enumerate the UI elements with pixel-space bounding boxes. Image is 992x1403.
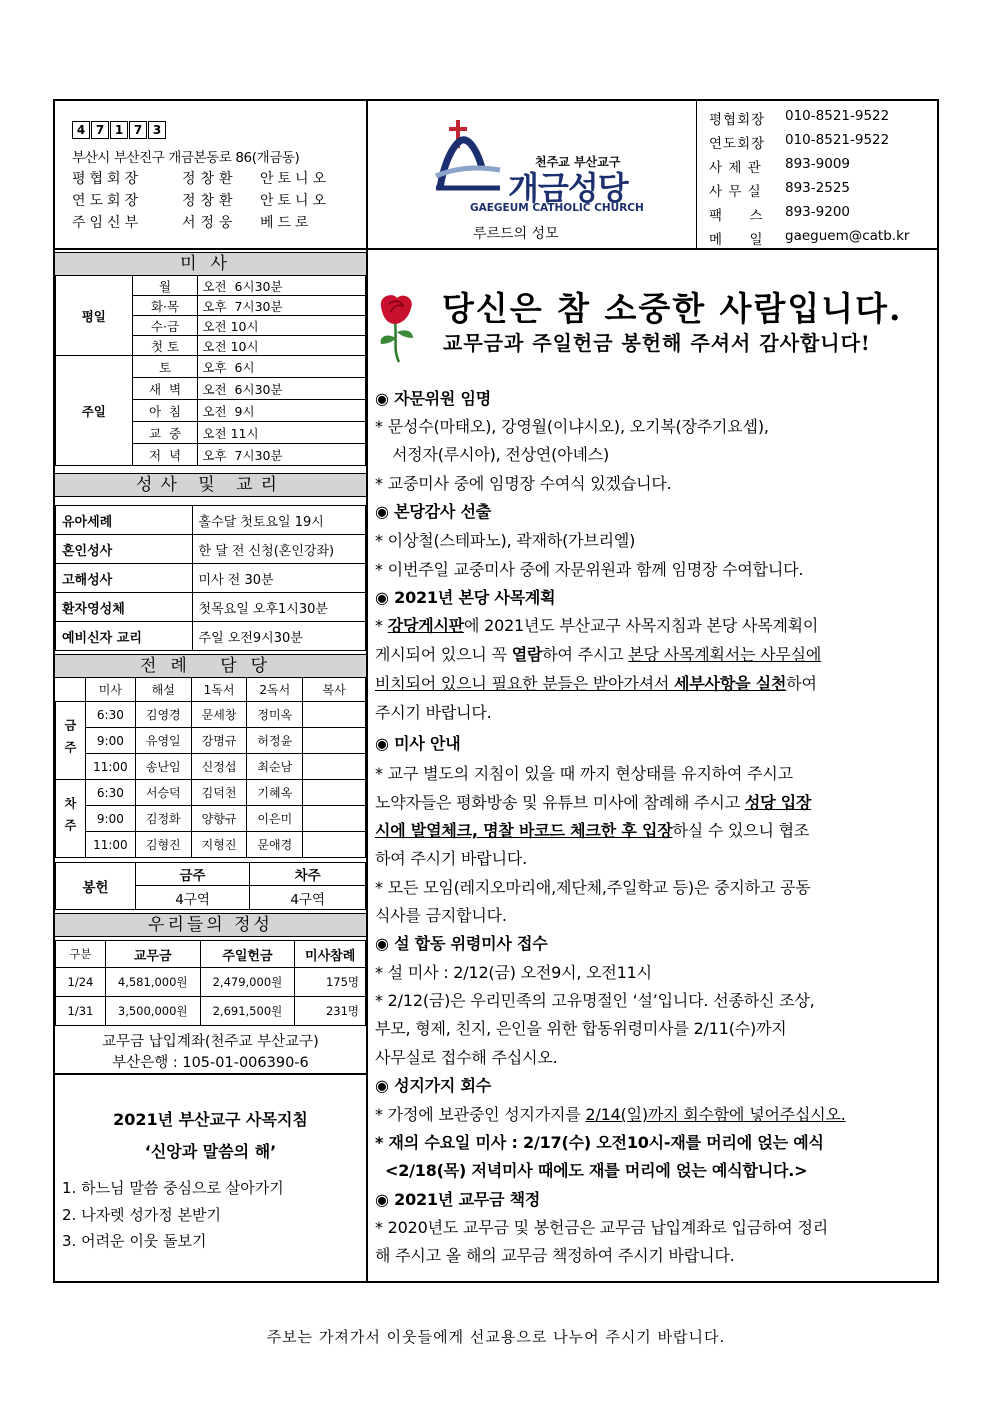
text-run-underline: 본당 사목계획서는 사무실에 xyxy=(628,645,822,664)
notice-heading: ◉ 본당감사 선출 xyxy=(375,502,492,521)
liturgy-server xyxy=(303,754,366,780)
mass-day: 수·금 xyxy=(132,316,198,336)
patron-saint: 루르드의 성모 xyxy=(473,226,559,242)
contact-divider xyxy=(696,99,697,249)
text-run-emphasis: 세부사항을 실천 xyxy=(674,674,787,693)
contact-label: 팩 스 xyxy=(709,208,764,224)
liturgy-reading1: 문세창 xyxy=(191,702,247,728)
liturgy-server xyxy=(303,806,366,832)
footer-note: 주보는 가져가서 이웃들에게 선교용으로 나누어 주시기 바랍니다. xyxy=(266,1328,726,1346)
contact-label: 메 일 xyxy=(709,232,764,248)
pastoral-title: 2021년 부산교구 사목지침 xyxy=(113,1110,308,1129)
liturgy-commentary: 김정화 xyxy=(135,806,191,832)
text-run-underline: 비치되어 있으니 필요한 분들은 받아가셔서 xyxy=(375,674,675,693)
liturgy-mass: 11:00 xyxy=(85,754,135,780)
mass-section-title: 미사 xyxy=(55,252,366,276)
zip-digit: 4 xyxy=(72,121,90,139)
liturgy-reading2: 문애경 xyxy=(247,832,303,858)
zip-digit: 7 xyxy=(129,121,147,139)
contact-value: gaeguem@catb.kr xyxy=(785,228,910,244)
contact-label: 사 제 관 xyxy=(709,160,762,176)
header-divider xyxy=(53,248,939,250)
offering-attendance: 175명 xyxy=(295,968,366,997)
bonghun-next-label: 차주 xyxy=(250,863,366,886)
notice-line: * 설 미사 : 2/12(금) 오전9시, 오전11시 xyxy=(375,963,652,982)
text-run-underline: 2/14(일)까지 회수함에 넣어주십시오. xyxy=(585,1105,846,1124)
offering-date: 1/24 xyxy=(56,968,106,997)
text-run: 하여 xyxy=(786,674,817,693)
liturgy-commentary: 유영일 xyxy=(135,728,191,754)
sacrament-name: 고해성사 xyxy=(56,564,193,593)
notice-heading: ◉ 미사 안내 xyxy=(375,734,461,753)
mass-time: 오후 6시 xyxy=(198,356,366,378)
contact-value: 893-2525 xyxy=(785,180,850,196)
mass-time: 오전 10시 xyxy=(198,316,366,336)
liturgy-reading2: 최순남 xyxy=(247,754,303,780)
liturgy-reading2: 이은미 xyxy=(247,806,303,832)
text-run: 게시되어 있으니 꼭 xyxy=(375,645,512,664)
liturgy-reading1: 신정섭 xyxy=(191,754,247,780)
mass-time: 오전 6시30분 xyxy=(198,276,366,296)
liturgy-server xyxy=(303,702,366,728)
offerings-header: 미사참례 xyxy=(295,941,366,968)
text-run-emphasis: 성당 입장 xyxy=(744,793,812,812)
notice-line: * 교구 별도의 지침이 있을 때 까지 현상태를 유지하여 주시고 xyxy=(375,764,793,783)
mass-time: 오후 7시30분 xyxy=(198,444,366,466)
text-run: 에 2021년도 부산교구 사목지침과 본당 사목계획이 xyxy=(463,616,819,635)
offering-sunday: 2,479,000원 xyxy=(200,968,295,997)
text-run: 노약자들은 평화방송 및 유튜브 미사에 참례해 주시고 xyxy=(375,793,745,812)
roster-row xyxy=(72,190,330,210)
text-run-emphasis: 시에 발열체크, 명찰 바코드 체크한 후 입장 xyxy=(375,821,673,840)
roster-saint: 베드로 xyxy=(260,215,313,231)
pastoral-item: 3. 어려운 이웃 돌보기 xyxy=(62,1232,207,1250)
notice-heading: ◉ 성지가지 회수 xyxy=(375,1076,492,1095)
pastoral-subtitle: ‘신앙과 말씀의 해’ xyxy=(144,1142,277,1161)
weekday-label: 평일 xyxy=(56,276,133,356)
roster-saint: 안토니오 xyxy=(260,193,331,209)
offering-duty-table xyxy=(55,862,366,910)
bonghun-label: 봉헌 xyxy=(56,863,136,910)
roster-name: 정창환 xyxy=(182,171,238,187)
zip-code xyxy=(72,121,166,139)
liturgy-header: 해설 xyxy=(135,678,191,702)
liturgy-mass: 9:00 xyxy=(85,806,135,832)
contact-row xyxy=(709,228,909,248)
account-title: 교무금 납입계좌(천주교 부산교구) xyxy=(102,1034,319,1050)
text-run: * xyxy=(375,616,388,635)
notice-line: * 2020년도 교무금 및 봉헌금은 교무금 납입계좌로 입금하여 정리 xyxy=(375,1218,828,1237)
mass-day: 토 xyxy=(132,356,198,378)
notice-line xyxy=(375,818,809,841)
liturgy-commentary: 송난임 xyxy=(135,754,191,780)
notice-heading: ◉ 설 합동 위령미사 접수 xyxy=(375,934,548,953)
notice-line: * 재의 수요일 미사 : 2/17(수) 오전10시-재를 머리에 얹는 예식 xyxy=(375,1133,824,1152)
next-week-label: 차주 xyxy=(56,780,86,858)
contact-value: 010-8521-9522 xyxy=(785,108,890,124)
roster-title: 연도회장 xyxy=(72,193,143,209)
zip-digit: 3 xyxy=(148,121,166,139)
notice-heading: ◉ 자문위원 임명 xyxy=(375,389,492,408)
contact-value: 893-9200 xyxy=(785,204,850,220)
church-logo-icon xyxy=(430,118,510,198)
offering-dues: 4,581,000원 xyxy=(105,968,200,997)
notice-line: <2/18(목) 저녁미사 때에도 재를 머리에 얹는 예식합니다.> xyxy=(385,1161,808,1180)
offering-attendance: 231명 xyxy=(295,997,366,1026)
roster-row xyxy=(72,212,313,232)
liturgy-server xyxy=(303,780,366,806)
roster-name: 서정웅 xyxy=(182,215,238,231)
contact-row xyxy=(709,132,889,152)
text-run: 하여 주시고 xyxy=(542,645,629,664)
mass-day: 월 xyxy=(132,276,198,296)
contact-row xyxy=(709,108,889,128)
sacrament-time: 홀수달 첫토요일 19시 xyxy=(192,506,365,535)
liturgy-server xyxy=(303,832,366,858)
bonghun-next: 4구역 xyxy=(250,886,366,910)
sacraments-section-title: 성사 및 교리 xyxy=(55,473,366,497)
bonghun-this-label: 금주 xyxy=(135,863,250,886)
roster-row xyxy=(72,168,330,188)
liturgy-reading2: 허정윤 xyxy=(247,728,303,754)
notice-line xyxy=(375,671,817,694)
text-run-emphasis: 열람 xyxy=(511,645,543,664)
zip-digit: 1 xyxy=(110,121,128,139)
sacrament-time: 미사 전 30분 xyxy=(192,564,365,593)
notice-line xyxy=(375,613,818,636)
offerings-table xyxy=(55,940,366,1026)
liturgy-reading1: 양향규 xyxy=(191,806,247,832)
logo-subtitle: 천주교 부산교구 xyxy=(535,155,621,169)
liturgy-header: 2독서 xyxy=(247,678,303,702)
mass-day: 저 녁 xyxy=(132,444,198,466)
offerings-header: 교무금 xyxy=(105,941,200,968)
notice-line: 하여 주시기 바랍니다. xyxy=(375,849,527,868)
liturgy-reading2: 정미옥 xyxy=(247,702,303,728)
notice-line xyxy=(375,642,821,665)
roster-name: 정창환 xyxy=(182,193,238,209)
notice-line xyxy=(375,1102,846,1125)
notice-line: 주시기 바랍니다. xyxy=(375,703,492,722)
liturgy-header: 1독서 xyxy=(191,678,247,702)
contact-value: 010-8521-9522 xyxy=(785,132,890,148)
liturgy-table xyxy=(55,677,366,858)
offerings-header: 구분 xyxy=(56,941,106,968)
contact-row xyxy=(709,204,850,224)
mass-day: 새 벽 xyxy=(132,378,198,400)
sacrament-time: 주일 오전9시30분 xyxy=(192,622,365,651)
liturgy-header: 미사 xyxy=(85,678,135,702)
liturgy-mass: 6:30 xyxy=(85,780,135,806)
mass-day: 교 중 xyxy=(132,422,198,444)
contact-label: 사 무 실 xyxy=(709,184,762,200)
text-run: 하실 수 있으니 협조 xyxy=(672,821,810,840)
sacrament-name: 혼인성사 xyxy=(56,535,193,564)
column-divider xyxy=(366,99,368,1283)
notice-heading: ◉ 2021년 교무금 책정 xyxy=(375,1190,541,1209)
logo-name: 개금성당 xyxy=(508,169,628,207)
notice-line: 식사를 금지합니다. xyxy=(375,906,507,925)
sacraments-table xyxy=(55,505,366,651)
notice-line: 해 주시고 올 해의 교무금 책정하여 주시기 바랍니다. xyxy=(375,1246,735,1265)
sacrament-name: 환자영성체 xyxy=(56,593,193,622)
text-run: * 가정에 보관중인 성지가지를 xyxy=(375,1105,586,1124)
contact-label: 평협회장 xyxy=(709,112,766,128)
notice-line: 사무실로 접수해 주십시오. xyxy=(375,1048,558,1067)
mass-day: 아 침 xyxy=(132,400,198,422)
contact-label: 연도회장 xyxy=(709,136,766,152)
liturgy-reading1: 김덕천 xyxy=(191,780,247,806)
offering-sunday: 2,691,500원 xyxy=(200,997,295,1026)
liturgy-reading2: 기혜옥 xyxy=(247,780,303,806)
liturgy-header: 복사 xyxy=(303,678,366,702)
notice-line: * 이상철(스테파노), 곽재하(가브리엘) xyxy=(375,531,636,550)
notice-line: * 모든 모임(레지오마리애,제단체,주일학교 등)은 중지하고 공동 xyxy=(375,878,811,897)
notice-line: * 교중미사 중에 임명장 수여식 있겠습니다. xyxy=(375,474,672,493)
text-run-emphasis: 강당게시판 xyxy=(387,616,464,635)
sacrament-name: 예비신자 교리 xyxy=(56,622,193,651)
account-number: 부산은행 : 105-01-006390-6 xyxy=(112,1055,309,1071)
subheadline: 교무금과 주일헌금 봉헌해 주셔서 감사합니다! xyxy=(443,331,871,355)
sacrament-time: 한 달 전 신청(혼인강좌) xyxy=(192,535,365,564)
mass-time: 오전 10시 xyxy=(198,336,366,356)
liturgy-mass: 11:00 xyxy=(85,832,135,858)
mass-schedule-table xyxy=(55,275,366,466)
pastoral-item: 2. 나자렛 성가정 본받기 xyxy=(62,1206,222,1224)
liturgy-reading1: 강명규 xyxy=(191,728,247,754)
headline: 당신은 참 소중한 사람입니다. xyxy=(442,289,903,328)
notice-line: * 이번주일 교중미사 중에 자문위원과 함께 임명장 수여합니다. xyxy=(375,560,804,579)
notice-heading: ◉ 2021년 본당 사목계획 xyxy=(375,588,556,607)
contact-value: 893-9009 xyxy=(785,156,850,172)
this-week-label: 금주 xyxy=(56,702,86,780)
liturgy-commentary: 김영경 xyxy=(135,702,191,728)
contact-row xyxy=(709,180,850,200)
notice-line: 서정자(루시아), 전상연(아녜스) xyxy=(392,445,610,464)
offering-dues: 3,500,000원 xyxy=(105,997,200,1026)
sacrament-name: 유아세례 xyxy=(56,506,193,535)
mass-time: 오전 11시 xyxy=(198,422,366,444)
notice-line: * 문성수(마태오), 강영월(이냐시오), 오기복(장주기요셉), xyxy=(375,417,769,436)
contact-row xyxy=(709,156,850,176)
notice-line: 부모, 형제, 친지, 은인을 위한 합동위령미사를 2/11(수)까지 xyxy=(375,1019,787,1038)
mass-day: 첫 토 xyxy=(132,336,198,356)
liturgy-mass: 6:30 xyxy=(85,702,135,728)
pastoral-item: 1. 하느님 말씀 중심으로 살아가기 xyxy=(62,1179,284,1197)
mass-time: 오후 7시30분 xyxy=(198,296,366,316)
bonghun-this: 4구역 xyxy=(135,886,250,910)
mass-day: 화·목 xyxy=(132,296,198,316)
church-address: 부산시 부산진구 개금본동로 86(개금동) xyxy=(72,150,300,166)
roster-saint: 안토니오 xyxy=(260,171,331,187)
offering-date: 1/31 xyxy=(56,997,106,1026)
roster-title: 주임신부 xyxy=(72,215,143,231)
liturgy-server xyxy=(303,728,366,754)
liturgy-commentary: 서승덕 xyxy=(135,780,191,806)
mass-time: 오전 6시30분 xyxy=(198,378,366,400)
roster-title: 평협회장 xyxy=(72,171,143,187)
rose-icon xyxy=(373,292,419,364)
liturgy-mass: 9:00 xyxy=(85,728,135,754)
liturgy-commentary: 김형진 xyxy=(135,832,191,858)
logo-english: GAEGEUM CATHOLIC CHURCH xyxy=(470,202,644,214)
liturgy-section-title: 전례 담당 xyxy=(55,654,366,678)
notice-line: * 2/12(금)은 우리민족의 고유명절인 ‘설’입니다. 선종하신 조상, xyxy=(375,991,815,1010)
liturgy-reading1: 지형진 xyxy=(191,832,247,858)
section-divider xyxy=(55,1073,366,1075)
sunday-label: 주일 xyxy=(56,356,133,466)
notice-line xyxy=(375,790,811,813)
zip-digit: 7 xyxy=(91,121,109,139)
offerings-header: 주일헌금 xyxy=(200,941,295,968)
mass-time: 오전 9시 xyxy=(198,400,366,422)
sacrament-time: 첫목요일 오후1시30분 xyxy=(192,593,365,622)
offerings-section-title: 우리들의 정성 xyxy=(55,913,366,937)
